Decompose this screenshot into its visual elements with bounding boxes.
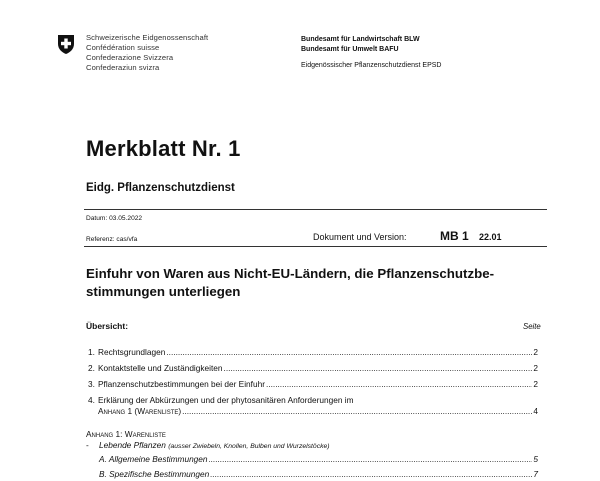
toc-number: 4. bbox=[88, 395, 95, 405]
annex-entry-text: A. Allgemeine Bestimmungen bbox=[99, 454, 208, 464]
service-line: Eidgenössischer Pflanzenschutzdienst EPSD bbox=[301, 62, 442, 69]
version-code: MB 1 bbox=[440, 229, 469, 243]
annex-sub-label: Lebende Pflanzen bbox=[99, 440, 166, 450]
confederation-line: Confederaziun svizra bbox=[86, 63, 160, 72]
divider bbox=[84, 246, 547, 247]
confederation-line: Schweizerische Eidgenossenschaft bbox=[86, 33, 209, 42]
swiss-coat-of-arms-icon bbox=[57, 34, 75, 55]
version-label: Dokument und Version: bbox=[313, 232, 407, 242]
toc-leader bbox=[166, 347, 532, 357]
toc-leader bbox=[224, 363, 533, 373]
annex-sub-note: (ausser Zwiebeln, Knollen, Bulben und Wurzelstöcke) bbox=[168, 443, 330, 450]
heading-line: Einfuhr von Waren aus Nicht-EU-Ländern, die Pflanzenschutzbe- bbox=[86, 266, 495, 281]
toc-text: Kontaktstelle und Zuständigkeiten bbox=[98, 363, 223, 373]
toc-entry-continuation[interactable] bbox=[88, 406, 538, 416]
toc-number: 2. bbox=[88, 363, 95, 373]
divider bbox=[84, 209, 547, 210]
annex-bullet: - bbox=[86, 440, 89, 450]
section-heading bbox=[86, 265, 494, 301]
confederation-names bbox=[86, 33, 208, 73]
toc-text: Rechtsgrundlagen bbox=[98, 347, 166, 357]
annex-entry[interactable] bbox=[99, 469, 538, 479]
toc-text: Pflanzenschutzbestimmungen bei der Einfuhr bbox=[98, 379, 265, 389]
annex-entry-page: 5 bbox=[533, 454, 538, 464]
toc-leader bbox=[266, 379, 532, 389]
toc-entry[interactable] bbox=[88, 347, 538, 357]
document-subtitle: Eidg. Pflanzenschutzdienst bbox=[86, 182, 235, 194]
toc-page: 4 bbox=[533, 406, 538, 416]
confederation-line: Confederazione Svizzera bbox=[86, 53, 174, 62]
annex-subsection bbox=[99, 440, 330, 450]
toc-leader bbox=[209, 454, 533, 464]
document-title: Merkblatt Nr. 1 bbox=[86, 136, 241, 161]
toc-page: 2 bbox=[533, 347, 538, 357]
federal-offices bbox=[301, 35, 441, 71]
annex-title: Anhang 1: Warenliste bbox=[86, 429, 166, 439]
toc-entry[interactable] bbox=[88, 363, 538, 373]
office-line: Bundesamt für Umwelt BAFU bbox=[301, 46, 399, 53]
toc-text: Erklärung der Abkürzungen und der phytosanitären Anforderungen im bbox=[98, 395, 354, 405]
confederation-line: Confédération suisse bbox=[86, 43, 160, 52]
toc-page: 2 bbox=[533, 379, 538, 389]
overview-label: Übersicht: bbox=[86, 321, 129, 331]
reference-label: Referenz: cas/vfa bbox=[86, 236, 138, 243]
toc-number: 1. bbox=[88, 347, 95, 357]
page-column-label: Seite bbox=[523, 322, 541, 331]
annex-entry-text: B. Spezifische Bestimmungen bbox=[99, 469, 210, 479]
toc-text: Anhang 1 (Warenliste) bbox=[98, 406, 182, 416]
annex-entry[interactable] bbox=[99, 454, 538, 464]
toc-leader bbox=[182, 406, 532, 416]
heading-line: stimmungen unterliegen bbox=[86, 284, 241, 299]
toc-entry[interactable] bbox=[88, 379, 538, 389]
annex-entry-page: 7 bbox=[533, 469, 538, 479]
date-label: Datum: 03.05.2022 bbox=[86, 215, 143, 222]
toc-page: 2 bbox=[533, 363, 538, 373]
toc-entry[interactable] bbox=[88, 395, 538, 405]
version-number: 22.01 bbox=[479, 232, 502, 242]
office-line: Bundesamt für Landwirtschaft BLW bbox=[301, 36, 420, 43]
toc-leader bbox=[210, 469, 532, 479]
toc-number: 3. bbox=[88, 379, 95, 389]
